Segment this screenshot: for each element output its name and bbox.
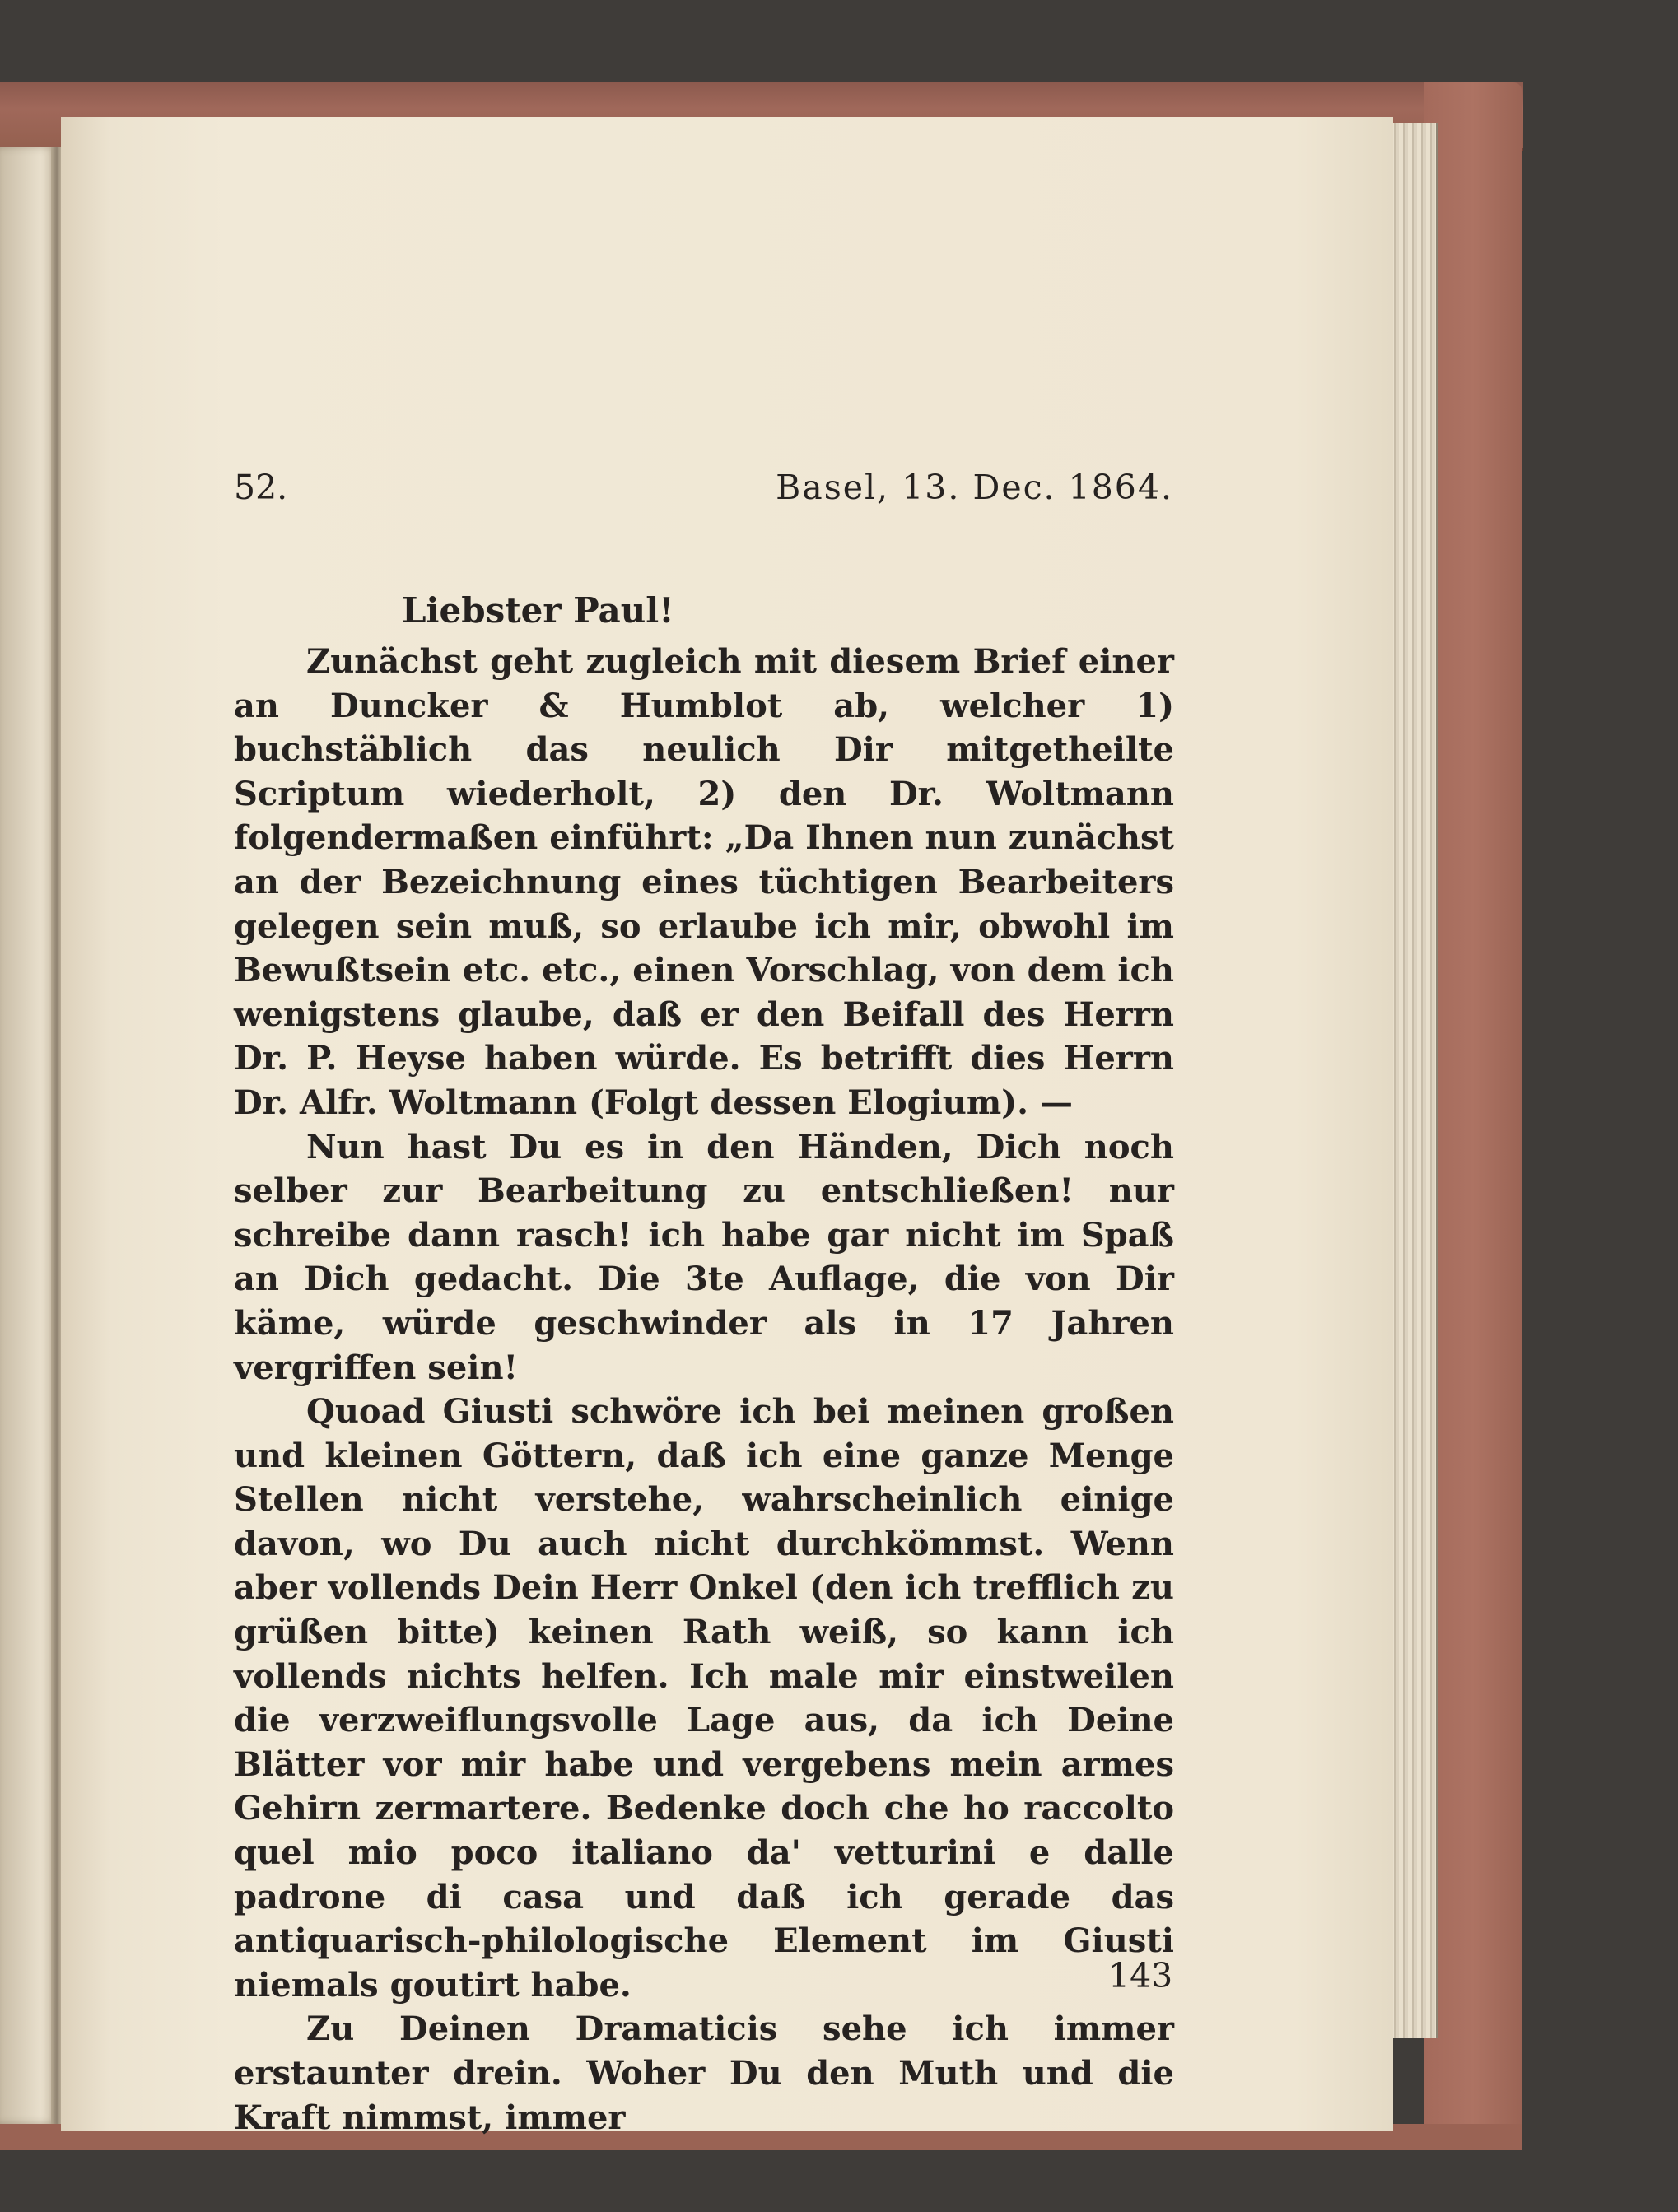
salutation: Liebster Paul! — [402, 590, 674, 631]
paragraph: Zu Deinen Dramaticis sehe ich immer erstaunter drein. Woher Du den Muth und die Kraft nimmst, immer — [234, 2009, 1174, 2137]
page-content — [234, 339, 1202, 2137]
paragraph: Nun hast Du es in den Händen, Dich noch selber zur Bearbeitung zu entschließen! nur schreibe dann rasch! ich habe gar nicht im Spaß an Dich gedacht. Die 3te Auflage, die von Dir käme, würde geschwinder als in 17 Jahren vergriffen sein! — [234, 1127, 1174, 1387]
left-page-edge — [0, 147, 58, 2124]
book-page — [61, 117, 1393, 2137]
letter-place-date: Basel, 13. Dec. 1864. — [776, 468, 1173, 507]
paragraph: Zunächst geht zugleich mit diesem Brief einer an Duncker & Humblot ab, welcher 1) buchstäblich das neulich Dir mitgetheilte Scriptum wiederholt, 2) den Dr. Woltmann folgendermaßen einführt: „Da Ihnen nun zunächst an der Bezeichnung eines tüchtigen Bearbeiters gelegen sein muß, so erlaube ich mir, obwohl im Bewußtsein etc. etc., einen Vorschlag, von dem ich wenigstens glaube, daß er den Beifall des Herrn Dr. P. Heyse haben würde. Es betrifft dies Herrn Dr. Alfr. Woltmann (Folgt dessen Elogium). — — [234, 642, 1174, 1122]
paragraph: Quoad Giusti schwöre ich bei meinen großen und kleinen Göttern, daß ich eine ganze Menge Stellen nicht verstehe, wahrscheinlich einige davon, wo Du auch nicht durchkömmst. Wenn aber vollends Dein Herr Onkel (den ich trefflich zu grüßen bitte) keinen Rath weiß, so kann ich vollends nichts helfen. Ich male mir einstweilen die verzweiflungsvolle Lage aus, da ich Deine Blätter vor mir habe und vergebens mein armes Gehirn zermartere. Bedenke doch che ho raccolto quel mio poco italiano da' vetturini e dalle padrone di casa und daß ich gerade das antiquarisch-philologische Element im Giusti niemals goutirt habe. — [234, 1392, 1174, 2005]
letter-header — [234, 463, 1202, 512]
letter-body — [234, 640, 1174, 2140]
book-cover-right — [1424, 82, 1522, 2149]
page-number: 143 — [1108, 1956, 1173, 1995]
page-stack-edges — [1390, 123, 1438, 2038]
letter-number: 52. — [234, 468, 288, 507]
